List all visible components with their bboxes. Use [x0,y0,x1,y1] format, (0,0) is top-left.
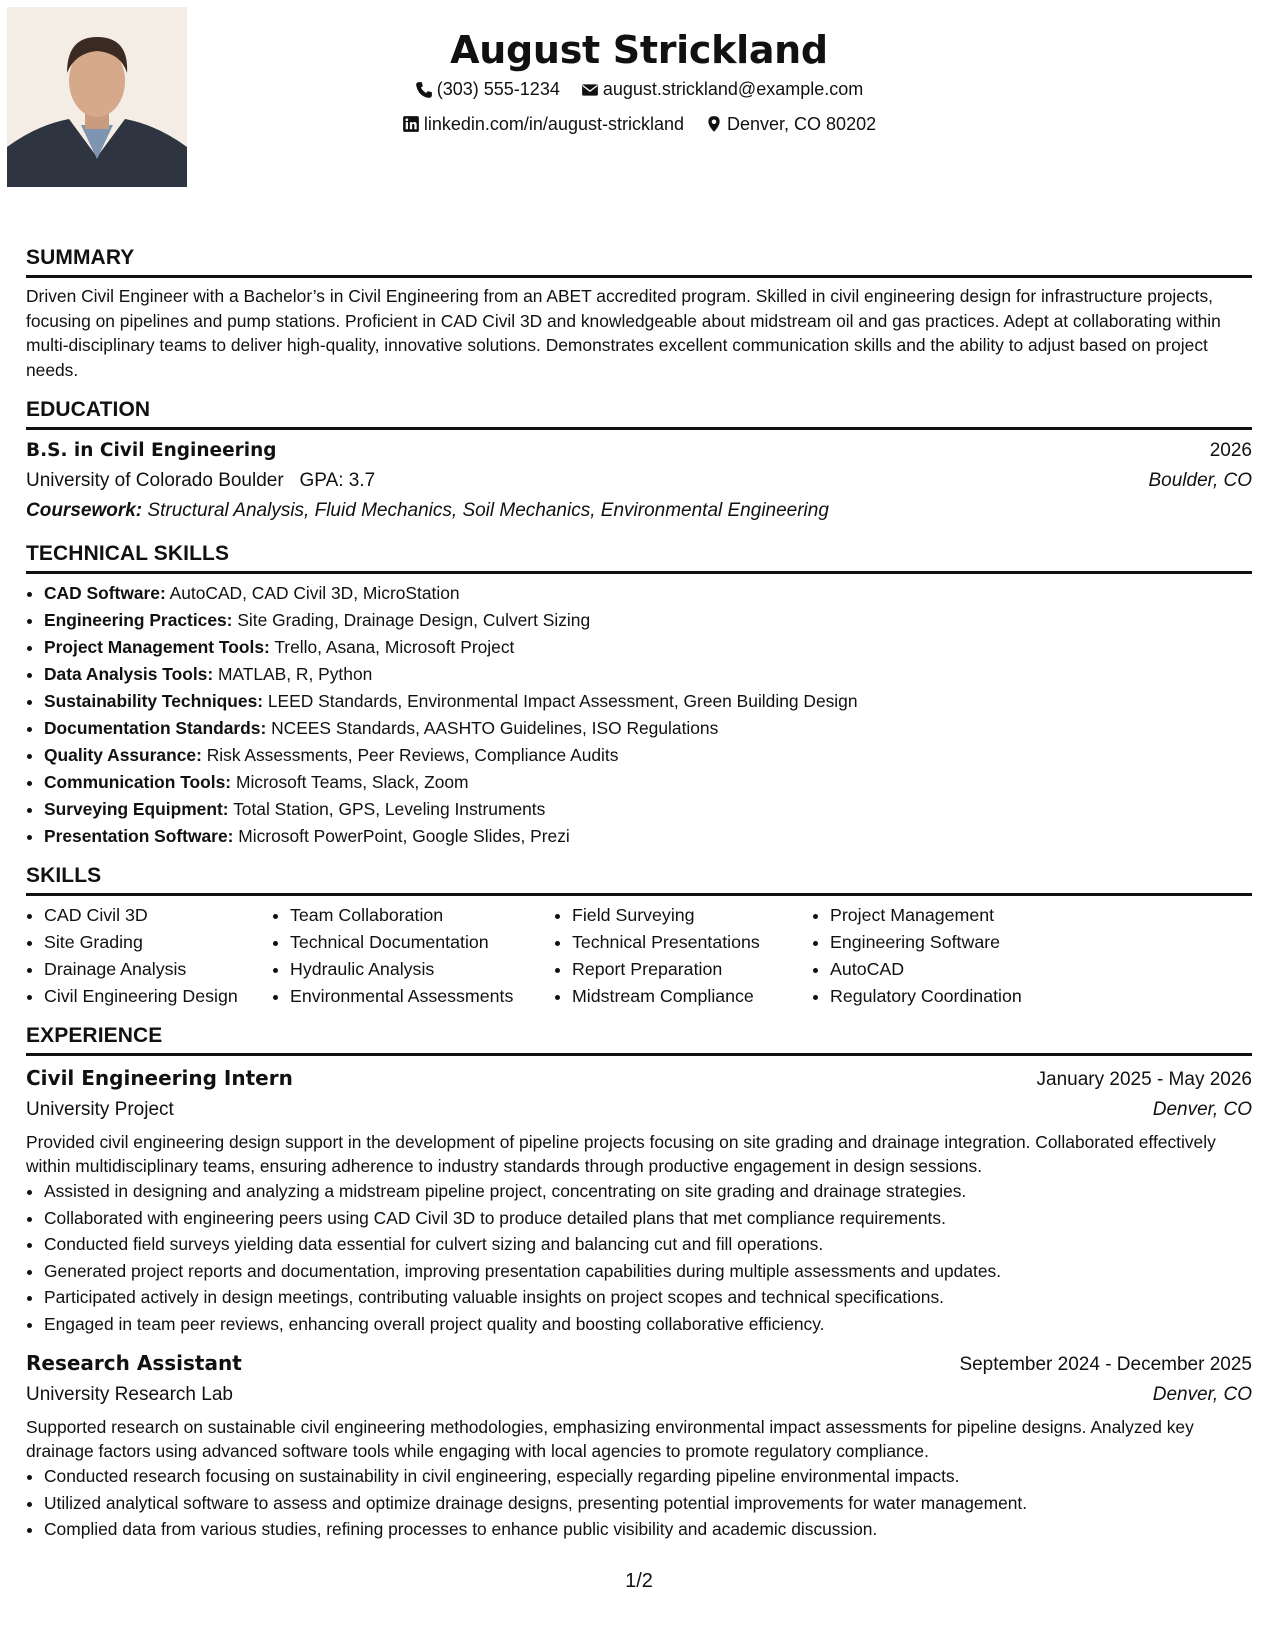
school-info [26,466,375,496]
list-item [44,796,1252,823]
job-description: Supported research on sustainable civil engineering methodologies, emphasizing environmental impact assessments for pipeline designs. Analyzed key drainage factors using advanced software tools while engaging with local agencies to promote regulatory compliance. [26,1417,1194,1461]
coursework-line [26,496,1252,526]
list-item [44,661,1252,688]
list-item: • Collaborated with engineering peers using CAD Civil 3D to produce detailed plans that met compliance requirements. [44,1205,1252,1232]
resume-header [26,26,1252,143]
education-degree-row [26,436,1252,466]
skills-column-3 [554,902,812,1010]
location-contact [705,109,876,140]
list-item [44,742,1252,769]
skill-values: Microsoft PowerPoint, Google Slides, Prezi [238,826,570,846]
list-item: • Civil Engineering Design [44,983,272,1010]
job-title-row [26,1062,1252,1094]
list-item: • Conducted field surveys yielding data essential for culvert sizing and balancing cut and fill operations. [44,1231,1252,1258]
skill-values: Site Grading, Drainage Design, Culvert Sizing [237,610,591,630]
linkedin-contact[interactable] [402,109,684,140]
technical-skills-heading: TECHNICAL SKILLS [26,540,1252,574]
skill-category: Quality Assurance: [44,745,202,765]
contact-line-2 [26,109,1252,144]
list-item: • Midstream Compliance [572,983,812,1010]
job-bullets [26,1178,1252,1337]
list-item: • Engineering Software [830,929,1090,956]
phone-text: (303) 555-1234 [436,79,560,99]
list-item: • Drainage Analysis [44,956,272,983]
list-item: • Technical Presentations [572,929,812,956]
list-item: • Participated actively in design meetings, contributing valuable insights on project scopes and technical specifications. [44,1284,1252,1311]
skills-heading: SKILLS [26,862,1252,896]
skill-values: Total Station, GPS, Leveling Instruments [233,799,546,819]
linkedin-icon [402,115,420,133]
job-title: Civil Engineering Intern [26,1066,293,1090]
list-item: • Hydraulic Analysis [290,956,554,983]
experience-heading: EXPERIENCE [26,1022,1252,1056]
coursework-list: Structural Analysis, Fluid Mechanics, Soil Mechanics, Environmental Engineering [147,500,829,521]
job-dates: January 2025 - May 2026 [1036,1069,1252,1090]
skills-grid [26,902,1252,1010]
list-item: • Site Grading [44,929,272,956]
job-description: Provided civil engineering design support in the development of pipeline projects focusing on site grading and drainage integration. Collaborated effectively within multidisciplinary teams, ensuring adherence to industry standards through productive engagement in design sessions. [26,1132,1216,1176]
skill-category: Project Management Tools: [44,637,270,657]
list-item: • Engaged in team peer reviews, enhancing overall project quality and boosting collaborative efficiency. [44,1311,1252,1338]
candidate-name: August Strickland [450,28,828,72]
skill-values: NCEES Standards, AASHTO Guidelines, ISO Regulations [271,718,719,738]
skill-category: Sustainability Techniques: [44,691,264,711]
skill-category: Presentation Software: [44,826,234,846]
job-entry [26,1062,1252,1337]
skill-category: Engineering Practices: [44,610,233,630]
linkedin-text: linkedin.com/in/august-strickland [423,113,684,134]
job-location: Denver, CO [1152,1384,1252,1405]
list-item: • Regulatory Coordination [830,983,1090,1010]
list-item: • Field Surveying [572,902,812,929]
list-item [44,634,1252,661]
skill-category: Documentation Standards: [44,718,267,738]
location-text: Denver, CO 80202 [727,113,877,134]
list-item: • Team Collaboration [290,902,554,929]
skill-category: Surveying Equipment: [44,799,229,819]
education-heading: EDUCATION [26,396,1252,430]
coursework-label: Coursework: [26,500,143,521]
envelope-icon [581,81,599,99]
job-organization: University Research Lab [26,1384,233,1405]
list-item: • Utilized analytical software to assess and optimize drainage designs, presenting potential improvements for water management. [44,1490,1252,1517]
resume-body [26,244,1252,1553]
technical-skills-list [26,580,1252,850]
school-name: University of Colorado Boulder [26,470,284,491]
job-dates: September 2024 - December 2025 [959,1354,1252,1375]
list-item [44,823,1252,850]
skill-values: LEED Standards, Environmental Impact Assessment, Green Building Design [267,691,858,711]
skill-values: MATLAB, R, Python [217,664,373,684]
list-item: • AutoCAD [830,956,1090,983]
list-item [44,688,1252,715]
education-school-row [26,466,1252,496]
job-org-row [26,1094,1252,1126]
job-title-row [26,1347,1252,1379]
summary-text: Driven Civil Engineer with a Bachelor’s in Civil Engineering from an ABET accredited program. Skilled in civil engineering design for infrastructure projects, focusing on pipelines and pump stations. Proficient in CAD Civil 3D and knowledgeable about midstream oil and gas practices. Adept at collaborating within multi-disciplinary teams to deliver high-quality, innovative solutions. Demonstrates excellent communication skills and the ability to adjust based on project needs. [26,286,1221,380]
list-item: • Project Management [830,902,1090,929]
skills-column-1 [26,902,272,1010]
list-item: • Environmental Assessments [290,983,554,1010]
job-entry [26,1347,1252,1543]
gpa: GPA: 3.7 [299,470,376,491]
phone-contact[interactable] [415,74,560,105]
contact-line-1 [26,74,1252,109]
skills-column-4 [812,902,1090,1010]
list-item [44,580,1252,607]
email-contact[interactable] [581,74,863,105]
job-org-row [26,1379,1252,1411]
page-number: 1/2 [625,1570,653,1592]
skill-category: Communication Tools: [44,772,232,792]
list-item [44,769,1252,796]
job-location: Denver, CO [1152,1099,1252,1120]
list-item: • Report Preparation [572,956,812,983]
list-item: • Conducted research focusing on sustainability in civil engineering, especially regarding pipeline environmental impacts. [44,1463,1252,1490]
skill-values: Risk Assessments, Peer Reviews, Compliance Audits [206,745,619,765]
school-location: Boulder, CO [1148,470,1252,491]
skill-category: Data Analysis Tools: [44,664,214,684]
list-item: • Complied data from various studies, refining processes to enhance public visibility and academic discussion. [44,1516,1252,1543]
job-bullets [26,1463,1252,1543]
email-text: august.strickland@example.com [602,79,864,99]
skill-values: AutoCAD, CAD Civil 3D, MicroStation [169,583,460,603]
list-item: • Generated project reports and documentation, improving presentation capabilities during multiple assessments and updates. [44,1258,1252,1285]
map-pin-icon [705,115,723,133]
job-organization: University Project [26,1099,174,1120]
list-item: • Assisted in designing and analyzing a midstream pipeline project, concentrating on site grading and drainage strategies. [44,1178,1252,1205]
list-item: • CAD Civil 3D [44,902,272,929]
skills-column-2 [272,902,554,1010]
summary-heading: SUMMARY [26,244,1252,278]
list-item: • Technical Documentation [290,929,554,956]
graduation-year: 2026 [1209,440,1252,461]
skill-values: Trello, Asana, Microsoft Project [274,637,515,657]
skill-category: CAD Software: [44,583,166,603]
list-item [44,607,1252,634]
phone-icon [415,81,433,99]
list-item [44,715,1252,742]
degree-name: B.S. in Civil Engineering [26,440,277,461]
skill-values: Microsoft Teams, Slack, Zoom [235,772,469,792]
job-title: Research Assistant [26,1351,242,1375]
